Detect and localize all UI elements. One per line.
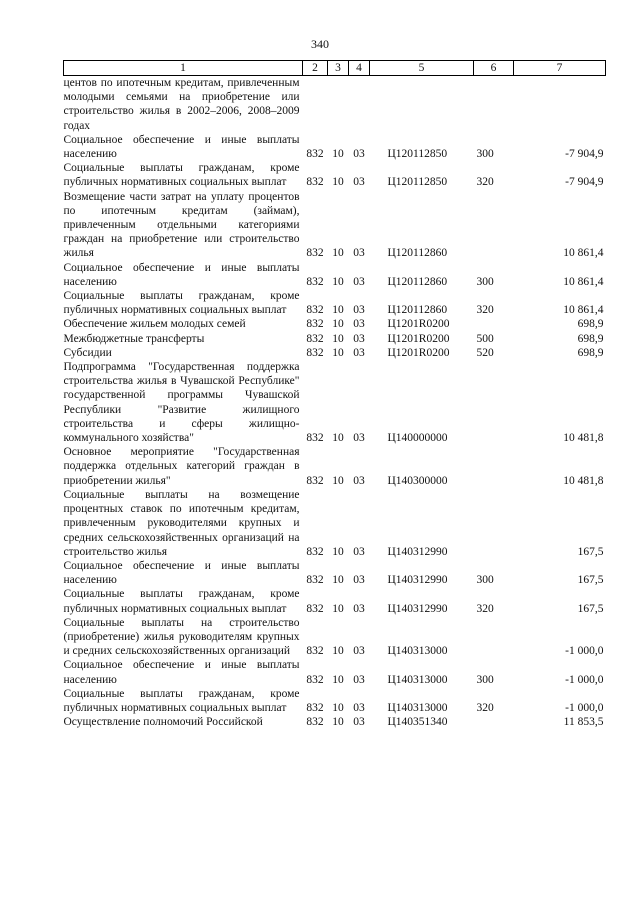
- expense-type-cell: 520: [476, 346, 494, 359]
- target-article-cell: Ц140312990: [387, 602, 448, 615]
- target-article-cell: Ц140313000: [387, 701, 448, 714]
- glava-cell: 832: [306, 247, 324, 260]
- column-header: 4: [349, 61, 370, 76]
- amount-cell: 10 861,4: [563, 247, 604, 260]
- subsection-cell: 03: [353, 432, 365, 445]
- amount-cell: 10 481,8: [563, 432, 604, 445]
- expense-type-cell: 300: [476, 275, 494, 288]
- section-cell: 10: [332, 545, 344, 558]
- target-article-cell: Ц140312990: [387, 574, 448, 587]
- subsection-cell: 03: [353, 545, 365, 558]
- subsection-cell: 03: [353, 716, 365, 729]
- glava-cell: 832: [306, 474, 324, 487]
- budget-table: [63, 60, 606, 729]
- section-cell: 10: [332, 701, 344, 714]
- amount-cell: [514, 76, 606, 133]
- row-name-cell: Основное мероприятие "Государственная поддержка отдельных категорий граждан в приобретении жилья": [63, 446, 300, 487]
- page-number: 340: [311, 37, 329, 51]
- table-row: [64, 346, 606, 360]
- amount-cell: -7 904,9: [565, 176, 604, 189]
- target-article-cell: Ц140312990: [387, 545, 448, 558]
- target-article-cell: Ц120112860: [387, 304, 448, 317]
- section-cell: 10: [332, 602, 344, 615]
- row-name-cell: Социальные выплаты на возмещение процентных ставок по ипотечным кредитам, привлеченным руководителями крупных и средних сельскохозяйственных организаций на строительство жилья: [63, 488, 300, 558]
- target-article-cell: Ц140300000: [387, 474, 448, 487]
- subsection-cell: 03: [353, 176, 365, 189]
- row-name-cell: Социальные выплаты гражданам, кроме публичных нормативных социальных выплат: [63, 687, 300, 714]
- expense-type-cell: 320: [476, 304, 494, 317]
- table-row: [64, 559, 606, 587]
- section-cell: 10: [332, 332, 344, 345]
- amount-cell: -1 000,0: [565, 645, 604, 658]
- target-article-cell: Ц140351340: [387, 716, 448, 729]
- row-name-cell: Обеспечение жильем молодых семей: [63, 318, 246, 331]
- column-header: 2: [303, 61, 328, 76]
- expense-type-cell: 320: [476, 602, 494, 615]
- row-name-cell: Субсидии: [63, 346, 112, 359]
- target-article-cell: Ц1201R0200: [387, 318, 450, 331]
- table-row: [64, 687, 606, 715]
- subsection-cell: 03: [353, 148, 365, 161]
- expense-type-cell: 320: [476, 701, 494, 714]
- expense-type-cell: [474, 616, 514, 659]
- table-header-row: [64, 61, 606, 76]
- glava-cell: 832: [306, 318, 324, 331]
- subsection-cell: 03: [353, 332, 365, 345]
- table-row: [64, 616, 606, 659]
- amount-cell: 698,9: [577, 332, 604, 345]
- section-cell: 10: [332, 247, 344, 260]
- amount-cell: 10 861,4: [563, 275, 604, 288]
- table-body: [64, 76, 606, 730]
- section-cell: 10: [332, 574, 344, 587]
- amount-cell: 167,5: [577, 545, 604, 558]
- section-cell: [328, 76, 349, 133]
- table-row: [64, 289, 606, 317]
- table-row: [64, 715, 606, 729]
- column-header: 5: [370, 61, 474, 76]
- amount-cell: -1 000,0: [565, 673, 604, 686]
- column-header: 3: [328, 61, 349, 76]
- target-article-cell: Ц1201R0200: [387, 346, 450, 359]
- amount-cell: 11 853,5: [563, 716, 604, 729]
- subsection-cell: 03: [353, 474, 365, 487]
- table-row: [64, 317, 606, 331]
- amount-cell: -7 904,9: [565, 148, 604, 161]
- section-cell: 10: [332, 474, 344, 487]
- target-article-cell: Ц120112860: [387, 275, 448, 288]
- expense-type-cell: [474, 488, 514, 559]
- table-row: [64, 332, 606, 346]
- section-cell: 10: [332, 673, 344, 686]
- row-name-cell: Подпрограмма "Государственная поддержка строительства жилья в Чувашской Республике" государственной программы Чувашской Республики "Развитие жилищного строительства и сферы жилищно-коммунального хозяйства": [63, 361, 300, 445]
- section-cell: 10: [332, 275, 344, 288]
- target-article-cell: Ц120112860: [387, 247, 448, 260]
- row-name-cell: Социальные выплаты гражданам, кроме публичных нормативных социальных выплат: [63, 588, 300, 615]
- subsection-cell: 03: [353, 275, 365, 288]
- glava-cell: 832: [306, 645, 324, 658]
- glava-cell: 832: [306, 176, 324, 189]
- table-row: [64, 161, 606, 189]
- section-cell: 10: [332, 318, 344, 331]
- row-name-cell: центов по ипотечным кредитам, привлеченным молодыми семьями на приобретение или строительство жилья в 2002–2006, 2008–2009 годах: [63, 77, 300, 132]
- column-header: 7: [514, 61, 606, 76]
- amount-cell: 698,9: [577, 346, 604, 359]
- expense-type-cell: [474, 715, 514, 729]
- row-name-cell: Социальное обеспечение и иные выплаты населению: [63, 133, 300, 161]
- table-row: [64, 190, 606, 261]
- target-article-cell: Ц140313000: [387, 645, 448, 658]
- column-header: 1: [64, 61, 303, 76]
- glava-cell: 832: [306, 574, 324, 587]
- row-name-cell: Социальное обеспечение и иные выплаты населению: [63, 559, 300, 587]
- amount-cell: 698,9: [577, 318, 604, 331]
- amount-cell: -1 000,0: [565, 701, 604, 714]
- glava-cell: 832: [306, 346, 324, 359]
- subsection-cell: 03: [353, 645, 365, 658]
- row-name-cell: Межбюджетные трансферты: [63, 332, 205, 345]
- target-article-cell: Ц1201R0200: [387, 332, 450, 345]
- amount-cell: 10 861,4: [563, 304, 604, 317]
- expense-type-cell: 300: [476, 574, 494, 587]
- table-row: [64, 658, 606, 686]
- glava-cell: 832: [306, 545, 324, 558]
- expense-type-cell: [474, 360, 514, 445]
- target-article-cell: Ц140313000: [387, 673, 448, 686]
- section-cell: 10: [332, 346, 344, 359]
- glava-cell: 832: [306, 673, 324, 686]
- expense-type-cell: 300: [476, 673, 494, 686]
- section-cell: 10: [332, 304, 344, 317]
- subsection-cell: 03: [353, 701, 365, 714]
- glava-cell: 832: [306, 275, 324, 288]
- section-cell: 10: [332, 176, 344, 189]
- subsection-cell: [349, 76, 370, 133]
- subsection-cell: 03: [353, 574, 365, 587]
- amount-cell: 167,5: [577, 602, 604, 615]
- amount-cell: 167,5: [577, 574, 604, 587]
- row-name-cell: Осуществление полномочий Российской: [63, 716, 263, 729]
- expense-type-cell: [474, 445, 514, 488]
- section-cell: 10: [332, 148, 344, 161]
- target-article-cell: Ц140000000: [387, 432, 448, 445]
- subsection-cell: 03: [353, 247, 365, 260]
- row-name-cell: Социальные выплаты гражданам, кроме публичных нормативных социальных выплат: [63, 290, 300, 317]
- expense-type-cell: [474, 76, 514, 133]
- expense-type-cell: 500: [476, 332, 494, 345]
- subsection-cell: 03: [353, 673, 365, 686]
- section-cell: 10: [332, 716, 344, 729]
- glava-cell: 832: [306, 716, 324, 729]
- target-article-cell: Ц120112850: [387, 148, 448, 161]
- table-row: [64, 261, 606, 289]
- subsection-cell: 03: [353, 318, 365, 331]
- subsection-cell: 03: [353, 602, 365, 615]
- table-row: [64, 445, 606, 488]
- row-name-cell: Социальные выплаты гражданам, кроме публичных нормативных социальных выплат: [63, 162, 300, 189]
- glava-cell: [303, 76, 328, 133]
- section-cell: 10: [332, 432, 344, 445]
- amount-cell: 10 481,8: [563, 474, 604, 487]
- table-row: [64, 133, 606, 161]
- section-cell: 10: [332, 645, 344, 658]
- row-name-cell: Социальные выплаты на строительство (приобретение) жилья руководителям крупных и средних сельскохозяйственных организаций: [63, 616, 300, 658]
- glava-cell: 832: [306, 432, 324, 445]
- table-row: [64, 488, 606, 559]
- glava-cell: 832: [306, 304, 324, 317]
- expense-type-cell: 320: [476, 176, 494, 189]
- column-header: 6: [474, 61, 514, 76]
- row-name-cell: Возмещение части затрат на уплату процентов по ипотечным кредитам (займам), привлеченным отдельными категориями граждан на приобретение или строительство жилья: [63, 190, 300, 260]
- row-name-cell: Социальное обеспечение и иные выплаты населению: [63, 659, 300, 686]
- table-row: [64, 76, 606, 133]
- glava-cell: 832: [306, 332, 324, 345]
- table-row: [64, 360, 606, 445]
- glava-cell: 832: [306, 701, 324, 714]
- expense-type-cell: [474, 190, 514, 261]
- expense-type-cell: 300: [476, 148, 494, 161]
- glava-cell: 832: [306, 602, 324, 615]
- subsection-cell: 03: [353, 346, 365, 359]
- target-article-cell: Ц120112850: [387, 176, 448, 189]
- expense-type-cell: [474, 317, 514, 331]
- target-article-cell: [370, 76, 474, 133]
- table-row: [64, 587, 606, 615]
- subsection-cell: 03: [353, 304, 365, 317]
- glava-cell: 832: [306, 148, 324, 161]
- row-name-cell: Социальное обеспечение и иные выплаты населению: [63, 261, 300, 288]
